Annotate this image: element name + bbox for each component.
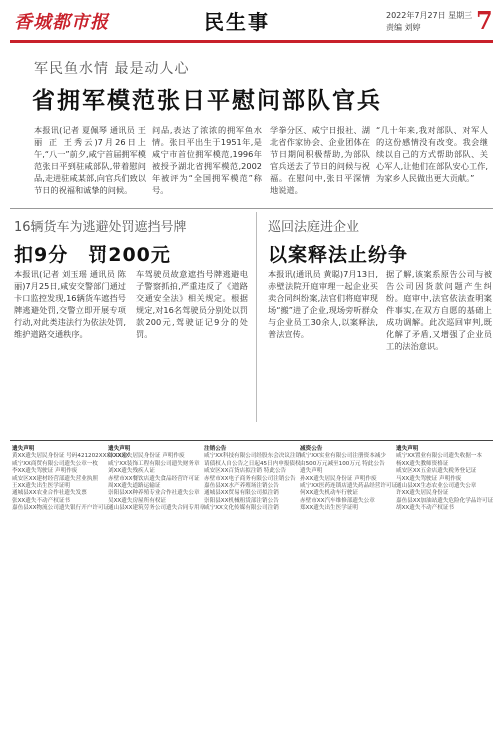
section-title: 民生事 xyxy=(204,10,270,34)
classified-entry: 胡XX遗失不动产权证书 xyxy=(396,505,455,512)
classified-entry: 嘉鱼县XX水产养殖场注销公告 xyxy=(204,483,279,490)
classified-entry: 王XX遗失出生医学证明 xyxy=(12,483,71,490)
classified-title: 遗失声明 xyxy=(108,446,131,452)
classified-entry: 通山县XX建筑劳务公司遗失合同专用章 xyxy=(108,505,206,512)
story1-kicker: 军民鱼水情 最是动人心 xyxy=(34,61,190,77)
classified-entry: 咸宁XX医药连锁店遗失药品经营许可证 xyxy=(300,483,398,490)
classified-entry: 崇阳县XX种养殖专业合作社遗失公章 xyxy=(108,490,200,497)
classifieds-column xyxy=(300,446,398,742)
classifieds-column xyxy=(396,446,494,742)
story1-column-3: 学拳分区、咸宁日报社、湖北省作家协会、企业团体在节日期间积极帮助,为部队官兵送去了节日的问候与祝福。在慰问中,张日平深情地说道。 xyxy=(270,125,370,195)
story2-kicker: 16辆货车为逃避处罚遮挡号牌 xyxy=(14,220,187,235)
classified-entry: 周XX遗失道路运输证 xyxy=(108,483,161,490)
classified-entry: 通山县XX生态农业公司遗失公章 xyxy=(396,483,477,490)
classified-entry: 刘XX遗失残疾人证 xyxy=(108,468,155,475)
classified-entry: 咸宁XX装饰工程有限公司遗失财务章 xyxy=(108,460,200,467)
classified-entry: 何XX遗失机动车行驶证 xyxy=(300,490,359,497)
classified-entry: 通城县XX贸易有限公司拟注销 xyxy=(204,490,279,497)
classified-entry: 嘉鱼县XX加油站遗失危险化学品许可证 xyxy=(396,497,494,504)
page-number: 7 xyxy=(476,6,493,35)
story1-column-1: 本报讯(记者 夏佩琴 通讯员 王丽 正 王秀云)7月26日上午,“八一”前夕,咸宁首届拥军模范张日平到驻咸部队,带着慰问品,走进驻咸某部,向官兵们致以节日的祝福和诚挚的问候。 xyxy=(34,125,146,195)
classified-entry: 咸宁XX实业有限公司注册资本减少 xyxy=(300,453,386,460)
classified-entry: 崇阳县XX机械租赁部注销公告 xyxy=(204,497,279,504)
classified-entry: 咸宁XX置业有限公司遗失收据一本 xyxy=(396,453,482,460)
classified-entry: 孙XX遗失居民身份证 声明作废 xyxy=(300,475,377,482)
story3-headline: 以案释法止纷争 xyxy=(268,244,409,266)
classified-entry: 咸宁XX文化传媒有限公司注销 xyxy=(204,505,279,512)
issue-date: 2022年7月27日 星期三 xyxy=(386,11,473,20)
classifieds-rule xyxy=(10,440,493,441)
classified-entry: 陈XX遗失居民身份证 声明作废 xyxy=(108,453,185,460)
classified-entry: 遗失声明 xyxy=(300,468,323,475)
story2-column-1: 本报讯(记者 刘玉瑶 通讯员 陈丽)7月25日,咸安交警部门通过卡口监控发现,16辆货车遮挡号牌逃避处罚,交警立即开展专项行动,对此类违法行为依法处罚,维护道路交通秩序。 xyxy=(14,269,126,339)
classified-entry: 咸宁XX商贸有限公司遗失公章一枚 xyxy=(12,460,98,467)
classified-entry: 李XX遗失驾驶证 声明作废 xyxy=(12,468,78,475)
section-divider xyxy=(10,208,493,209)
story1-headline: 省拥军模范张日平慰问部队官兵 xyxy=(32,88,382,114)
classified-entry: 咸安区XX五金店遗失税务登记证 xyxy=(396,468,477,475)
classified-entry: 郑XX遗失出生医学证明 xyxy=(300,505,359,512)
classified-entry: 许XX遗失居民身份证 xyxy=(396,490,449,497)
story1-column-4: “几十年来,我对部队、对军人的这份感情没有改变。我会继续以自己的方式帮助部队、关心军人,让他们在部队安心工作,为家乡人民做出更大贡献。” xyxy=(376,125,488,183)
classified-entry: 张XX遗失不动产权证书 xyxy=(12,497,71,504)
classifieds-column xyxy=(204,446,302,742)
column-divider xyxy=(256,212,257,422)
classified-entry: 通城县XX农业合作社遗失发票 xyxy=(12,490,87,497)
editor-line: 责编 刘婷 xyxy=(386,23,421,32)
classified-entry: 赤壁市XX餐饮店遗失食品经营许可证 xyxy=(108,475,200,482)
classifieds-section xyxy=(12,446,492,742)
classified-title: 注销公告 xyxy=(204,446,227,452)
story1-column-2: 问品,表达了浓浓的拥军鱼水情。张日平出生于1951年,是咸宁市首位拥军模范,1996年被授予湖北省拥军模范,2002年被评为“全国拥军模范”称号。 xyxy=(152,125,262,195)
classified-entry: 赤壁市XX电子商务有限公司注销公告 xyxy=(204,475,296,482)
story3-column-1: 本报讯(通讯员 黄聪)7月13日,赤壁法院开庭审理一起企业买卖合同纠纷案,法官们将庭审现场“搬”进了企业,现场旁听群众与企业员工30余人,以案释法,普法宣传。 xyxy=(268,269,378,339)
classified-entry: 杨XX遗失教师资格证 xyxy=(396,460,449,467)
classified-title: 遗失声明 xyxy=(12,446,35,452)
story2-headline: 扣9分 罚200元 xyxy=(14,244,171,266)
newspaper-logo: 香城都市报 xyxy=(14,12,109,33)
classified-entry: 嘉鱼县XX物流公司遗失银行开户许可证 xyxy=(12,505,110,512)
classified-entry: 黄XX遗失居民身份证 号码421202XXXXXXXX xyxy=(12,453,130,460)
classified-title: 遗失声明 xyxy=(396,446,419,452)
classified-entry: 咸宁XX科技有限公司经股东会决议注销 xyxy=(204,453,302,460)
classified-entry: 咸安区XX建材经营部遗失营业执照 xyxy=(12,475,98,482)
classifieds-column xyxy=(12,446,130,742)
story2-column-2: 车驾驶员故意遮挡号牌逃避电子警察抓拍,严重违反了《道路交通安全法》相关规定。根据规定,对16名驾驶员分别处以罚款200元,驾驶证记9分的处罚。 xyxy=(136,269,248,339)
masthead xyxy=(0,0,503,44)
classified-entry: 马XX遗失驾驶证 声明作废 xyxy=(396,475,462,482)
masthead-rule xyxy=(10,40,493,43)
classified-entry: 吴XX遗失房屋所有权证 xyxy=(108,497,167,504)
story3-column-2: 据了解,该案系原告公司与被告公司因货款问题产生纠纷。庭审中,法官依法查明案件事实,在双方自愿的基础上成功调解。此次巡回审判,既化解了矛盾,又增强了企业员工的法治意识。 xyxy=(386,269,492,351)
story3-kicker: 巡回法庭进企业 xyxy=(268,220,360,235)
classified-entry: 咸安区XX百货店拟注销 特此公告 xyxy=(204,468,287,475)
classified-title: 减资公告 xyxy=(300,446,323,452)
classifieds-column xyxy=(108,446,206,742)
classified-entry: 由500万元减至100万元 特此公告 xyxy=(300,460,385,467)
classified-entry: 请债权人自公告之日起45日内申报债权 xyxy=(204,460,301,467)
classified-entry: 赤壁市XX汽车维修部遗失公章 xyxy=(300,497,375,504)
